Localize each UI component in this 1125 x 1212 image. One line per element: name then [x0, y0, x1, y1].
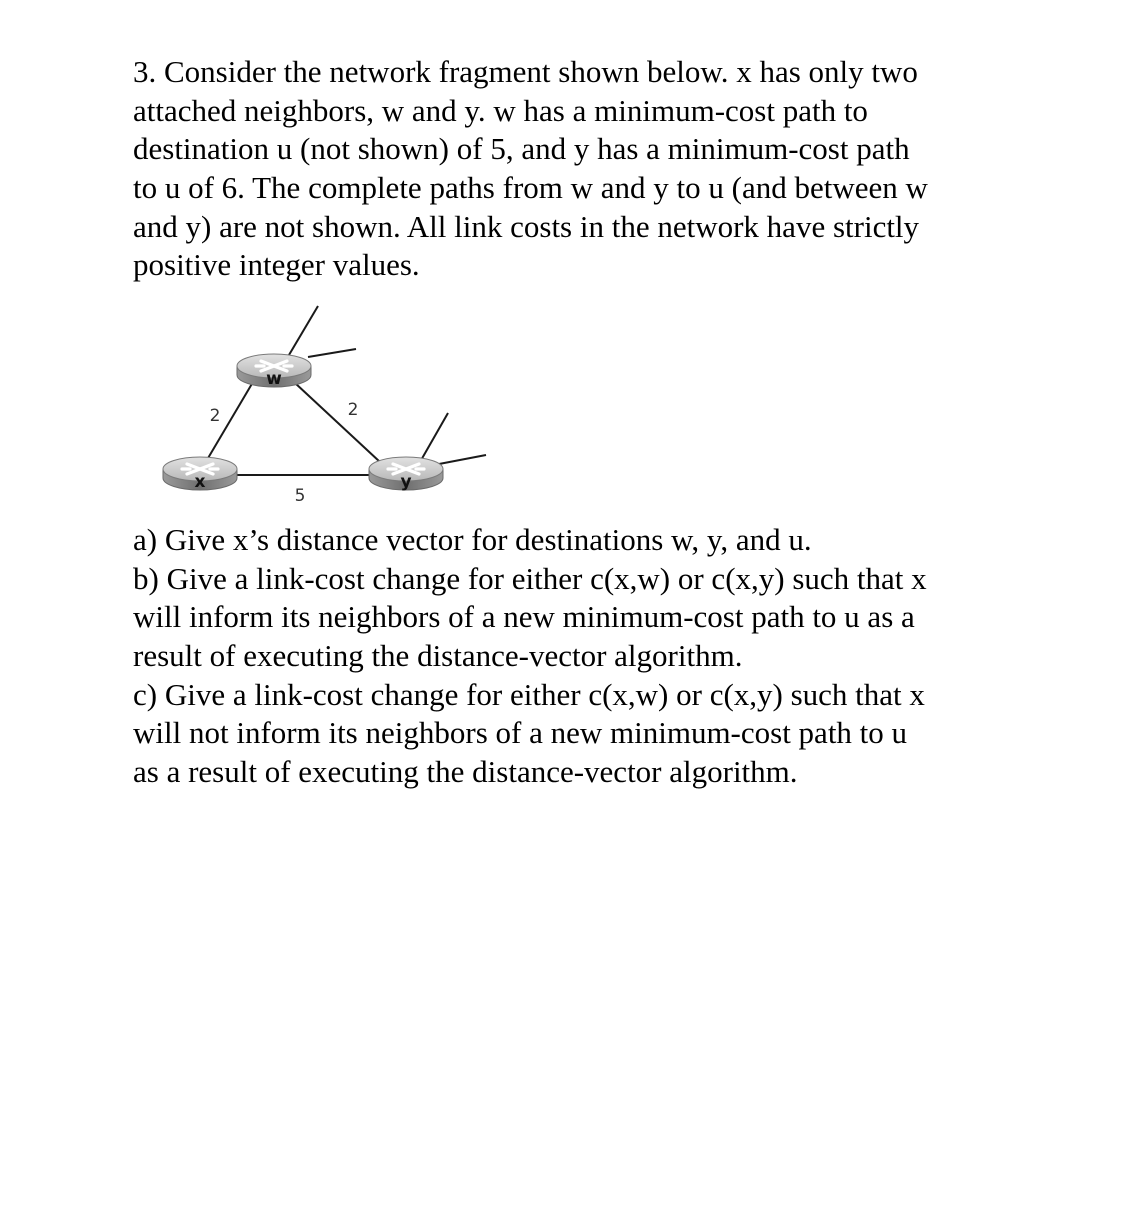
stub-link-w-right — [308, 349, 356, 357]
intro-line: 3. Consider the network fragment shown below. x has only two — [133, 54, 918, 89]
link-w-y — [295, 383, 380, 462]
stub-link-y-up — [420, 413, 448, 462]
intro-line: attached neighbors, w and y. w has a minimum-cost path to — [133, 93, 868, 128]
router-label-x: x — [194, 472, 206, 492]
router-w — [237, 354, 311, 389]
network-diagram-svg — [155, 298, 495, 510]
router-x — [163, 457, 237, 492]
router-label-w: w — [266, 369, 282, 389]
router-y — [369, 457, 443, 492]
question-line: b) Give a link-cost change for either c(x,w) or c(x,y) such that x — [133, 561, 927, 596]
link-cost-w-y: 2 — [347, 400, 359, 420]
router-label-y: y — [400, 472, 412, 492]
intro-line: and y) are not shown. All link costs in the network have strictly — [133, 209, 920, 244]
question-line: a) Give x’s distance vector for destinations w, y, and u. — [133, 522, 812, 557]
question-line: will inform its neighbors of a new minimum-cost path to u as a — [133, 599, 915, 634]
question-line: as a result of executing the distance-vector algorithm. — [133, 754, 798, 789]
link-cost-x-y: 5 — [294, 486, 306, 506]
intro-line: destination u (not shown) of 5, and y has a minimum-cost path — [133, 131, 910, 166]
stub-link-y-right — [439, 455, 486, 464]
intro-line: to u of 6. The complete paths from w and y to u (and between w — [133, 170, 928, 205]
stub-link-w-up — [286, 306, 318, 360]
network-diagram — [155, 298, 495, 510]
question-line: will not inform its neighbors of a new minimum-cost path to u — [133, 715, 908, 750]
question-line: c) Give a link-cost change for either c(x,w) or c(x,y) such that x — [133, 677, 925, 712]
link-x-w — [201, 382, 253, 470]
intro-line: positive integer values. — [133, 247, 420, 282]
link-cost-x-w: 2 — [209, 406, 221, 426]
question-line: result of executing the distance-vector algorithm. — [133, 638, 743, 673]
